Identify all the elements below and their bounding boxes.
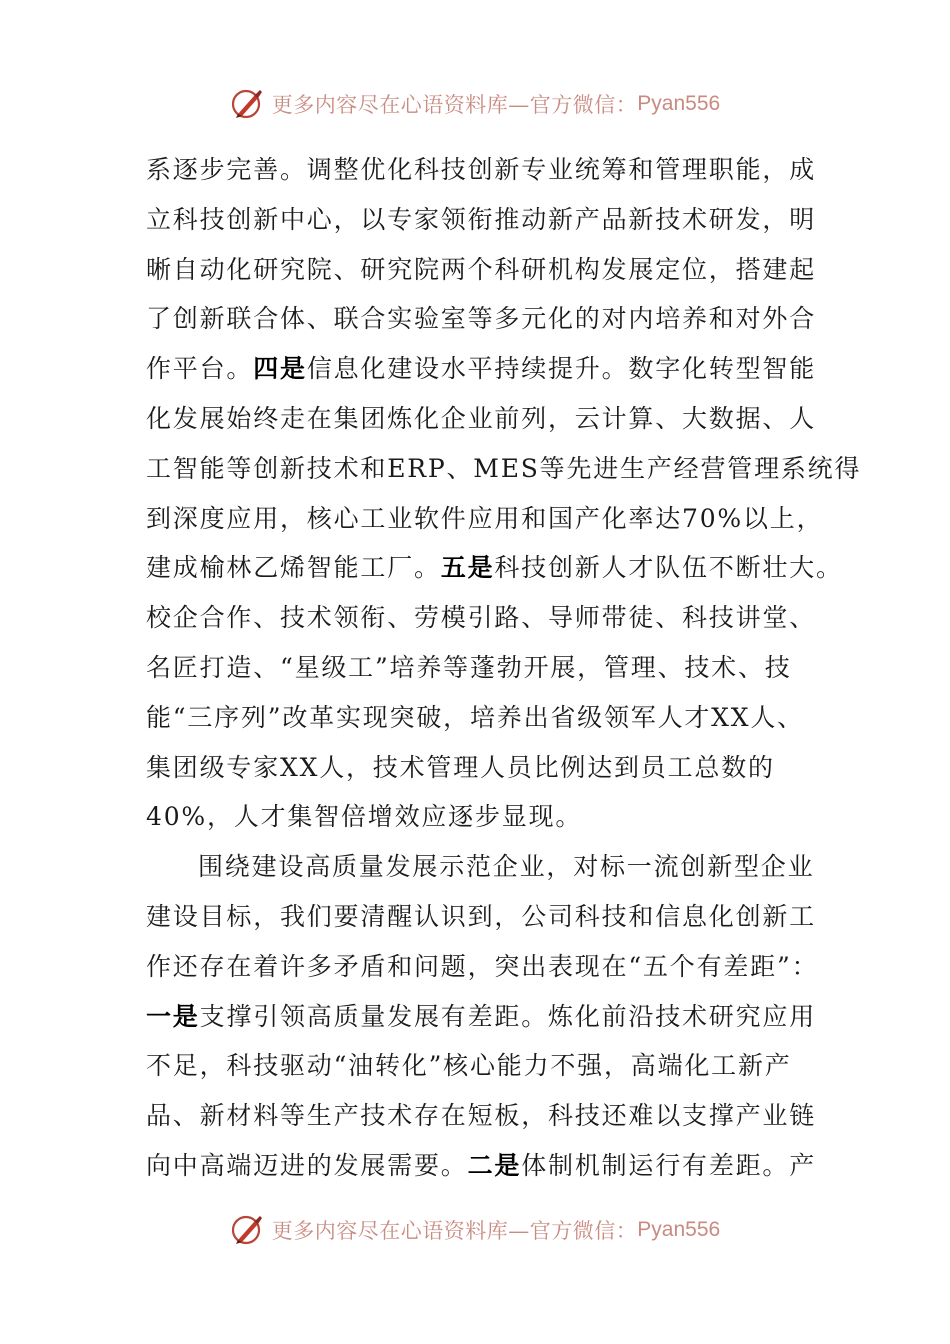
- pen-logo-icon: [230, 86, 266, 122]
- text-line: [146, 294, 817, 344]
- text-segment: 集团级专家XX人，技术管理人员比例达到员工总数的: [146, 752, 775, 782]
- pen-logo-icon: [230, 1212, 266, 1248]
- text-segment: 40%，人才集智倍增效应逐步显现。: [146, 802, 583, 832]
- document-body: [146, 145, 862, 1191]
- text-line: [146, 394, 817, 444]
- text-segment: 晰自动化研究院、研究院两个科研机构发展定位，搭建起: [146, 254, 817, 284]
- text-segment: 了创新联合体、联合实验室等多元化的对内培养和对外合: [146, 304, 817, 334]
- text-line: [146, 942, 819, 992]
- bold-enumerator: 二是: [467, 1150, 522, 1180]
- text-segment: 科技创新人才队伍不断壮大。: [494, 553, 843, 583]
- bold-enumerator: 一是: [146, 1001, 200, 1031]
- text-segment: 体制机制运行有差距。产: [521, 1150, 817, 1180]
- bold-enumerator: 五是: [440, 553, 495, 583]
- text-segment: 立科技创新中心，以专家领衔推动新产品新技术研发，明: [146, 204, 817, 234]
- text-line: [146, 593, 817, 643]
- text-segment: 到深度应用，核心工业软件应用和国产化率达70%以上，: [146, 503, 824, 533]
- text-line: [146, 693, 806, 743]
- text-line: [146, 444, 862, 494]
- text-line: [146, 743, 806, 793]
- text-line: [146, 643, 806, 693]
- text-line: [146, 145, 817, 195]
- text-line: [146, 992, 817, 1042]
- text-segment: 能“三序列”改革实现突破，培养出省级领军人才XX人、: [146, 702, 804, 732]
- banner-text: 更多内容尽在心语资料库—官方微信：: [271, 93, 638, 117]
- text-segment: 工智能等创新技术和ERP、MES等先进生产经营管理系统得: [146, 453, 862, 483]
- banner-wechat-id: Pyan556: [637, 1218, 721, 1241]
- text-segment: 支撑引领高质量发展有差距。炼化前沿技术研究应用: [199, 1001, 817, 1031]
- text-segment: 围绕建设高质量发展示范企业，对标一流创新型企业: [198, 852, 815, 882]
- text-line: [146, 494, 824, 544]
- text-segment: 信息化建设水平持续提升。数字化转型智能: [306, 354, 817, 384]
- bold-enumerator: 四是: [253, 354, 307, 384]
- text-segment: 建设目标，我们要清醒认识到，公司科技和信息化创新工: [146, 901, 817, 931]
- text-segment: 化发展始终走在集团炼化企业前列，云计算、大数据、人: [146, 403, 817, 433]
- text-line: [146, 1091, 817, 1141]
- text-line: [146, 792, 806, 842]
- text-segment: 作还存在着许多矛盾和问题，突出表现在“五个有差距”：: [146, 951, 819, 981]
- text-segment: 作平台。: [146, 354, 254, 384]
- text-segment: 品、新材料等生产技术存在短板，科技还难以支撑产业链: [146, 1101, 817, 1131]
- text-line: [146, 195, 817, 245]
- text-segment: 建成榆林乙烯智能工厂。: [146, 553, 441, 583]
- text-line: [146, 245, 817, 295]
- text-line: [146, 1141, 817, 1191]
- header-watermark-banner: [0, 82, 950, 126]
- text-line: [146, 842, 815, 892]
- text-segment: 系逐步完善。调整优化科技创新专业统筹和管理职能，成: [146, 155, 817, 184]
- text-segment: 校企合作、技术领衔、劳模引路、导师带徒、科技讲堂、: [146, 603, 817, 633]
- text-segment: 向中高端迈进的发展需要。: [146, 1150, 468, 1180]
- banner-text: 更多内容尽在心语资料库—官方微信：: [271, 1219, 638, 1243]
- text-segment: 不足，科技驱动“油转化”核心能力不强，高端化工新产: [146, 1051, 792, 1081]
- text-line: [146, 543, 843, 593]
- footer-watermark-banner: [0, 1208, 950, 1252]
- text-line: [146, 892, 817, 942]
- banner-wechat-id: Pyan556: [637, 92, 721, 115]
- text-segment: 名匠打造、“星级工”培养等蓬勃开展，管理、技术、技: [146, 652, 792, 682]
- text-line: [146, 344, 817, 394]
- text-line: [146, 1041, 806, 1091]
